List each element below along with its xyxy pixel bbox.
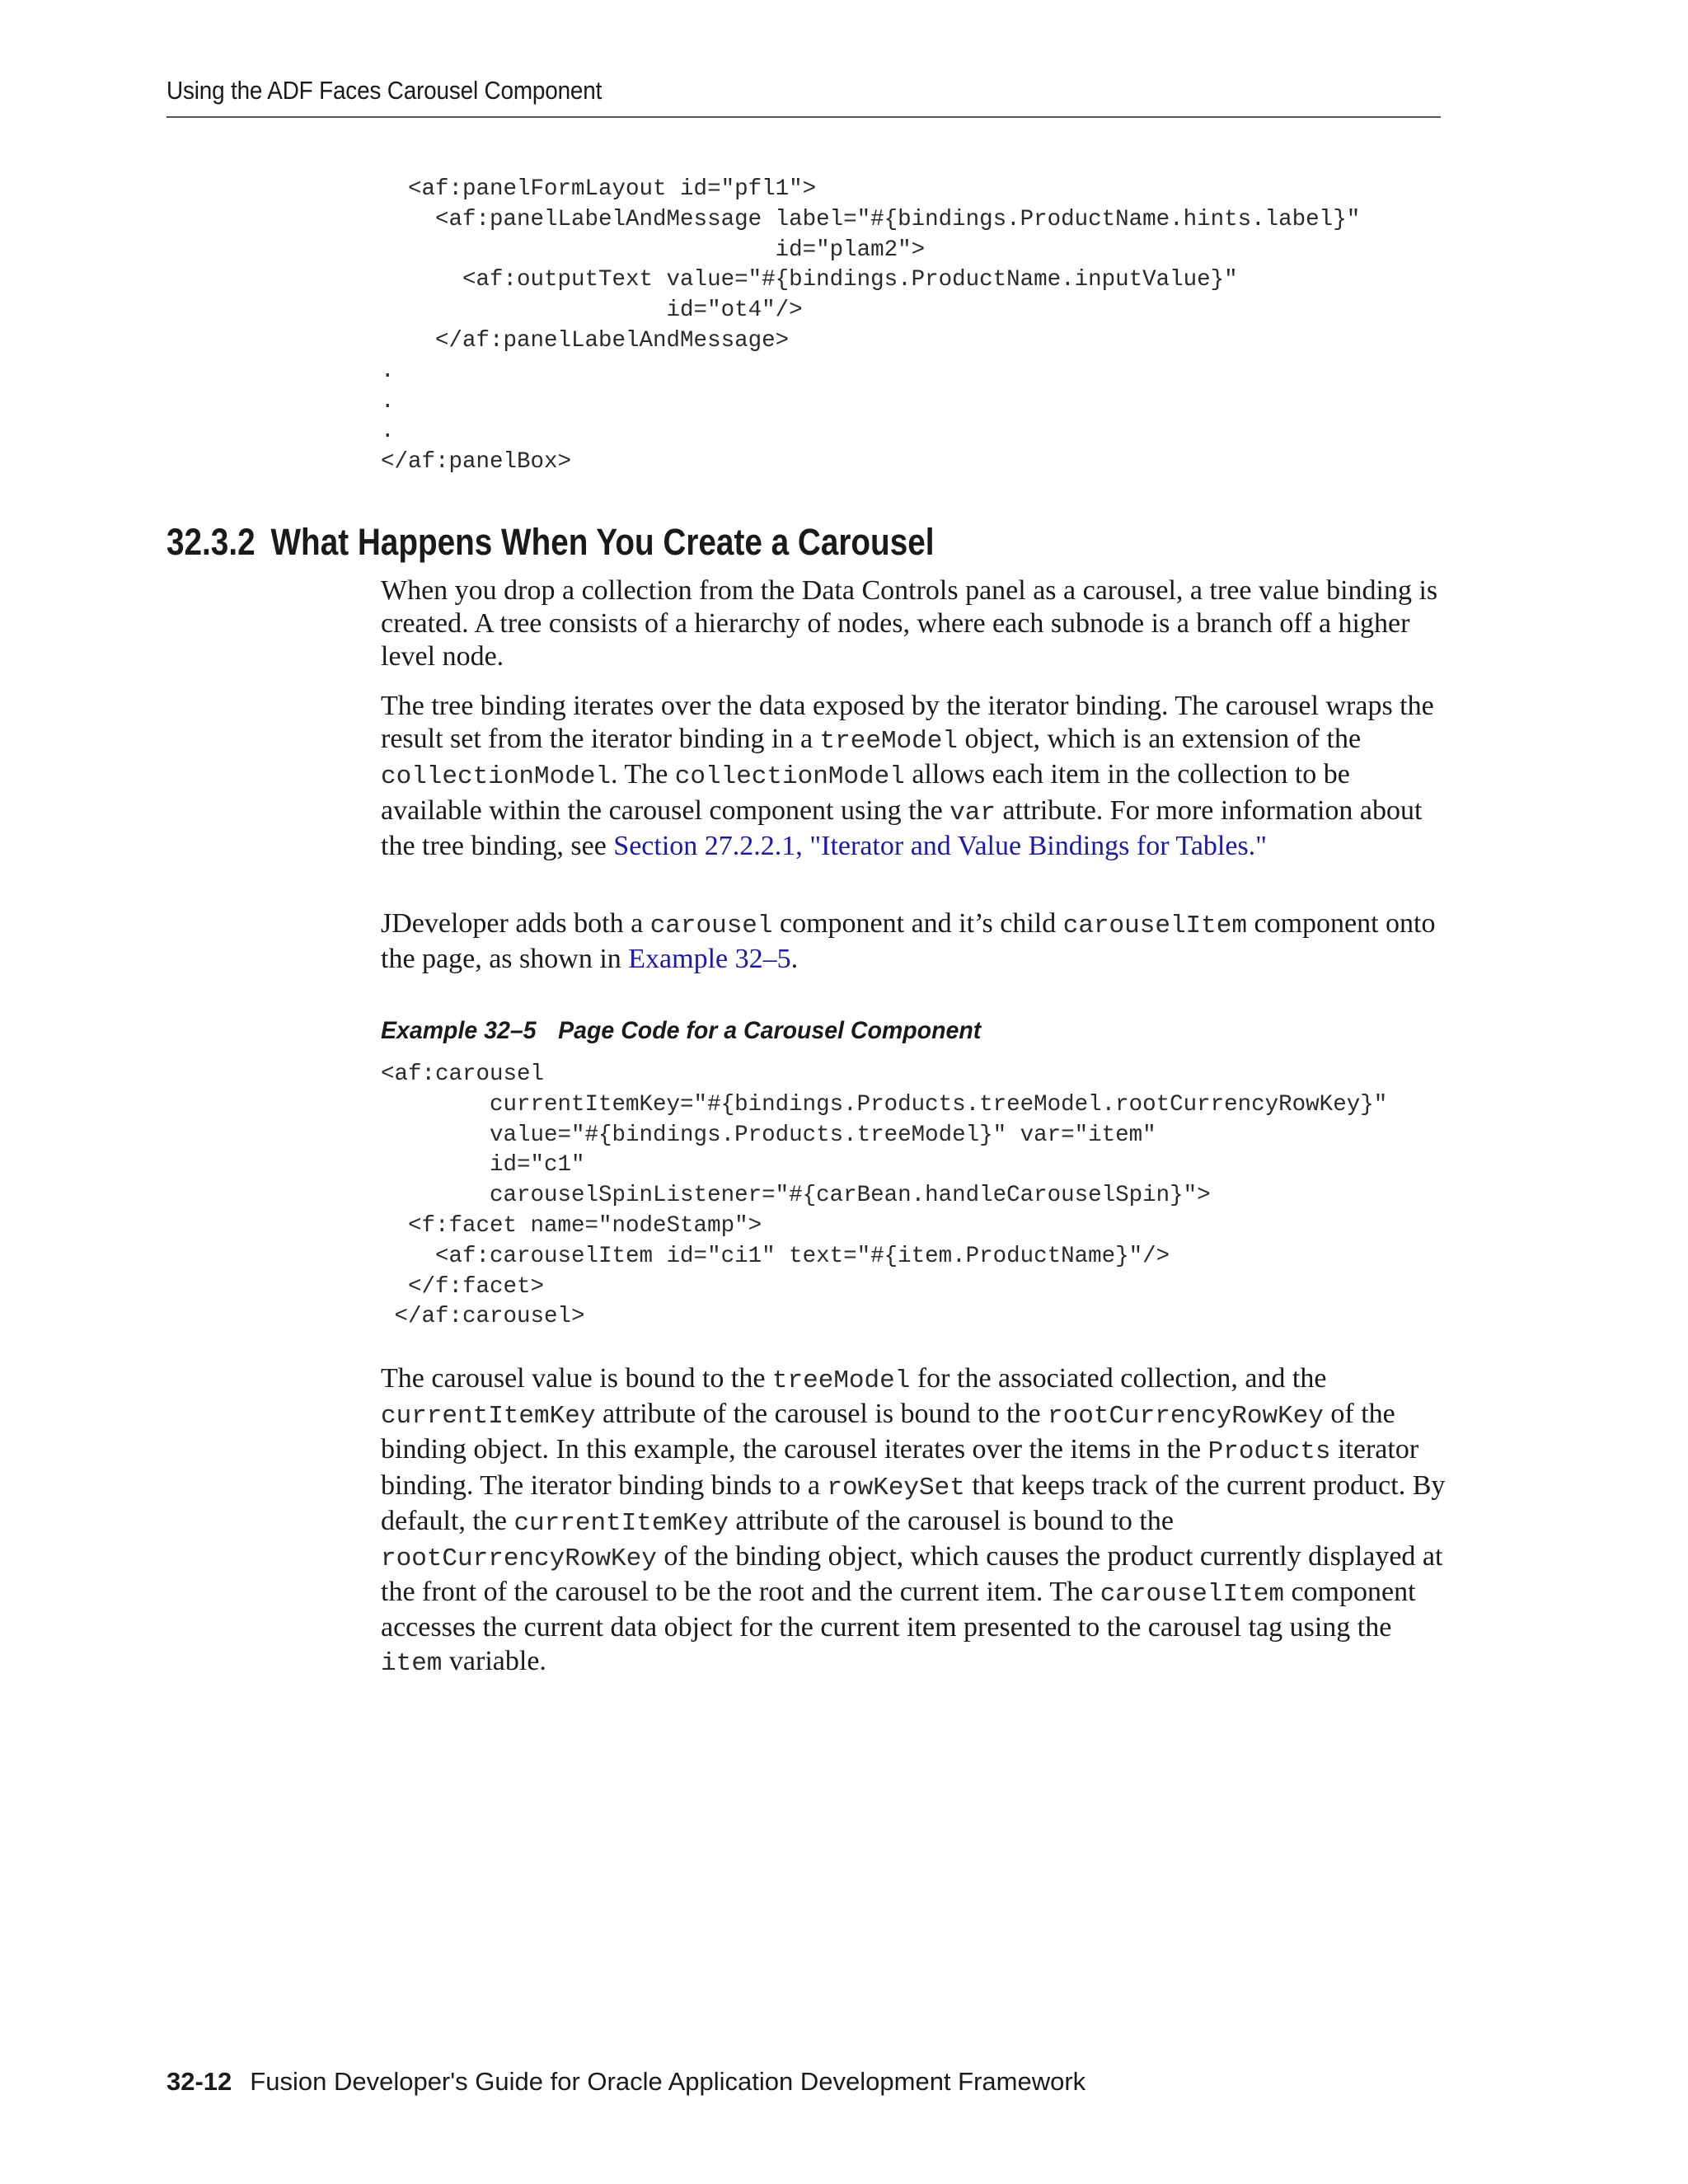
link-example-32-5[interactable]: Example 32–5: [628, 944, 791, 975]
section-number: 32.3.2: [166, 521, 256, 563]
example-title: [381, 1017, 981, 1045]
code-example-carousel: <af:carousel currentItemKey="#{bindings.Products.treeModel.rootCurrencyRowKey}" value="#{bindings.Products.treeModel}" var="item" id="c1" carouselSpinListener="#{carBean.handleCarouselSpin}"> <f:facet name="nodeStamp"> <af:carouselItem id="ci1" text="#{item.ProductName}"/> </f:facet> </af:carousel>: [381, 1062, 1388, 1330]
page-number: 32-12: [166, 2067, 232, 2096]
section-heading: [166, 521, 935, 564]
header-rule: [166, 116, 1441, 118]
body-paragraph-3: JDeveloper adds both a carousel component and it’s child carouselItem component onto the page, as shown in Example 32–5.: [381, 908, 1436, 975]
body-paragraph-1: When you drop a collection from the Data Controls panel as a carousel, a tree value binding is created. A tree consists of a hierarchy of nodes, where each subnode is a branch off a higher level node.: [381, 575, 1438, 673]
section-title: What Happens When You Create a Carousel: [270, 521, 935, 563]
body-paragraph-2: The tree binding iterates over the data exposed by the iterator binding. The carousel wraps the result set from the iterator binding in a treeModel object, which is an extension of the collectionModel. The collectionModel allows each item in the collection to be available within the carousel component using the var attribute. For more information about the tree binding, see Section 27.2.2.1, "Iterator and Value Bindings for Tables.": [381, 691, 1434, 861]
link-section-27-2-2-1[interactable]: Section 27.2.2.1, "Iterator and Value Bindings for Tables.": [613, 830, 1268, 861]
code-snippet-panel-form-layout: <af:panelFormLayout id="pfl1"> <af:panelLabelAndMessage label="#{bindings.ProductName.hints.label}" id="plam2"> <af:outputText value="#{bindings.ProductName.inputValue}" id="ot4"/> </af:panelLabelAndMessage> . . . </af:panelBox>: [381, 176, 1361, 476]
running-header: Using the ADF Faces Carousel Component: [166, 76, 603, 105]
example-caption: Page Code for a Carousel Component: [558, 1017, 982, 1044]
example-number: Example 32–5: [381, 1017, 537, 1044]
body-paragraph-4: The carousel value is bound to the treeModel for the associated collection, and the currentItemKey attribute of the carousel is bound to the rootCurrencyRowKey of the binding object. In this example, the carousel iterates over the items in the Products iterator binding. The iterator binding binds to a rowKeySet that keeps track of the current product. By default, the currentItemKey attribute of the carousel is bound to the rootCurrencyRowKey of the binding object, which causes the product currently displayed at the front of the carousel to be the root and the current item. The carouselItem component accesses the current data object for the current item presented to the carousel tag using the item variable.: [381, 1363, 1446, 1678]
page-footer: [166, 2067, 1085, 2097]
book-title: Fusion Developer's Guide for Oracle Application Development Framework: [250, 2067, 1086, 2096]
